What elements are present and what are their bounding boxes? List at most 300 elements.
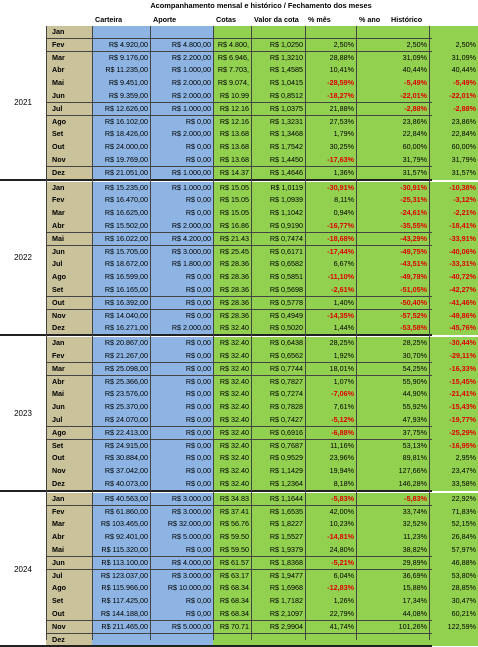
cell-valor-cota[interactable]: R$ 0,5698 (251, 284, 305, 297)
cell-aporte[interactable]: R$ 0,00 (150, 401, 213, 414)
cell-valor-cota[interactable]: R$ 1,5527 (251, 531, 305, 544)
cell-carteira[interactable]: R$ 16.625,00 (92, 207, 150, 220)
cell-cotas[interactable]: R$ 14.37 (213, 167, 251, 180)
cell-carteira[interactable]: R$ 12.626,00 (92, 103, 150, 116)
cell-carteira[interactable]: R$ 16.022,00 (92, 233, 150, 246)
cell-pct-mes[interactable]: 41,74% (305, 621, 356, 634)
cell-historico[interactable]: 2,95% (429, 452, 478, 465)
cell-month[interactable]: Jul (46, 103, 92, 116)
cell-valor-cota[interactable]: R$ 1,3231 (251, 116, 305, 129)
cell-month[interactable]: Ago (46, 427, 92, 440)
cell-month[interactable]: Fev (46, 194, 92, 207)
cell-pct-mes[interactable]: -30,91% (305, 182, 356, 195)
cell-cotas[interactable]: R$ 25.45 (213, 246, 251, 259)
cell-aporte[interactable]: R$ 0,00 (150, 427, 213, 440)
cell-carteira[interactable]: R$ 20.867,00 (92, 337, 150, 350)
cell-month[interactable]: Abr (46, 64, 92, 77)
cell-valor-cota[interactable]: R$ 0,8512 (251, 90, 305, 103)
cell-aporte[interactable]: R$ 2.200,00 (150, 52, 213, 65)
cell-pct-mes[interactable]: -6,88% (305, 427, 356, 440)
cell-pct-mes[interactable]: 11,16% (305, 440, 356, 453)
cell-pct-mes[interactable]: 24,80% (305, 544, 356, 557)
cell-valor-cota[interactable]: R$ 1,7542 (251, 141, 305, 154)
cell-valor-cota[interactable]: R$ 0,7474 (251, 233, 305, 246)
cell-carteira[interactable]: R$ 21.267,00 (92, 350, 150, 363)
cell-carteira[interactable]: R$ 21.051,00 (92, 167, 150, 180)
cell-pct-ano[interactable]: 38,82% (356, 544, 429, 557)
cell-cotas[interactable]: R$ 56.76 (213, 518, 251, 531)
cell-historico[interactable]: -33,91% (429, 233, 478, 246)
cell-historico[interactable]: -45,76% (429, 322, 478, 335)
cell-aporte[interactable]: R$ 1.800,00 (150, 258, 213, 271)
cell-historico[interactable]: 46,88% (429, 557, 478, 570)
cell-cotas[interactable]: R$ 32.40 (213, 478, 251, 491)
cell-valor-cota[interactable]: R$ 1,3468 (251, 128, 305, 141)
cell-pct-ano[interactable]: 53,13% (356, 440, 429, 453)
cell-valor-cota[interactable]: R$ 1,0119 (251, 182, 305, 195)
cell-aporte[interactable]: R$ 0,00 (150, 544, 213, 557)
cell-historico[interactable]: -16,33% (429, 363, 478, 376)
cell-pct-ano[interactable]: -57,52% (356, 310, 429, 323)
cell-pct-ano[interactable]: 60,00% (356, 141, 429, 154)
cell-aporte[interactable]: R$ 0,00 (150, 608, 213, 621)
cell-aporte[interactable]: R$ 4.200,00 (150, 233, 213, 246)
cell-pct-ano[interactable]: -49,78% (356, 271, 429, 284)
cell-aporte[interactable]: R$ 0,00 (150, 154, 213, 167)
cell-aporte[interactable]: R$ 2.000,00 (150, 90, 213, 103)
cell-pct-ano[interactable] (356, 26, 429, 39)
cell-pct-mes[interactable]: 30,25% (305, 141, 356, 154)
cell-pct-mes[interactable]: -18,27% (305, 90, 356, 103)
cell-pct-ano[interactable]: -35,55% (356, 220, 429, 233)
cell-pct-ano[interactable]: 54,25% (356, 363, 429, 376)
cell-carteira[interactable]: R$ 19.769,00 (92, 154, 150, 167)
cell-carteira[interactable]: R$ 103.465,00 (92, 518, 150, 531)
cell-cotas[interactable]: R$ 61.57 (213, 557, 251, 570)
cell-cotas[interactable]: R$ 68.34 (213, 582, 251, 595)
cell-aporte[interactable]: R$ 0,00 (150, 414, 213, 427)
cell-cotas[interactable]: R$ 32.40 (213, 427, 251, 440)
cell-valor-cota[interactable]: R$ 1,0250 (251, 39, 305, 52)
cell-aporte[interactable]: R$ 0,00 (150, 595, 213, 608)
cell-cotas[interactable]: R$ 32.40 (213, 322, 251, 335)
cell-aporte[interactable]: R$ 0,00 (150, 478, 213, 491)
cell-month[interactable]: Ago (46, 271, 92, 284)
cell-pct-ano[interactable]: -5,49% (356, 77, 429, 90)
cell-pct-mes[interactable]: 8,18% (305, 478, 356, 491)
cell-cotas[interactable]: R$ 28.36 (213, 258, 251, 271)
cell-month[interactable]: Jul (46, 570, 92, 583)
cell-historico[interactable]: 52,15% (429, 518, 478, 531)
cell-pct-ano[interactable]: 30,70% (356, 350, 429, 363)
cell-historico[interactable]: 31,79% (429, 154, 478, 167)
cell-valor-cota[interactable]: R$ 0,4949 (251, 310, 305, 323)
cell-pct-mes[interactable]: 1,36% (305, 167, 356, 180)
cell-pct-mes[interactable]: 7,61% (305, 401, 356, 414)
cell-aporte[interactable]: R$ 3.000,00 (150, 493, 213, 506)
cell-pct-ano[interactable]: -5,83% (356, 493, 429, 506)
cell-month[interactable]: Mai (46, 544, 92, 557)
cell-cotas[interactable]: R$ 12.16 (213, 116, 251, 129)
cell-pct-mes[interactable]: 10,23% (305, 518, 356, 531)
cell-pct-mes[interactable]: 6,04% (305, 570, 356, 583)
cell-month[interactable]: Ago (46, 116, 92, 129)
cell-pct-ano[interactable]: 89,81% (356, 452, 429, 465)
cell-historico[interactable]: -15,43% (429, 401, 478, 414)
cell-valor-cota[interactable]: R$ 0,9529 (251, 452, 305, 465)
cell-cotas[interactable]: R$ 32.40 (213, 376, 251, 389)
cell-valor-cota[interactable]: R$ 1,1644 (251, 493, 305, 506)
cell-pct-mes[interactable]: -16,77% (305, 220, 356, 233)
cell-pct-ano[interactable]: -49,75% (356, 246, 429, 259)
cell-cotas[interactable]: R$ 7.703, (213, 64, 251, 77)
cell-aporte[interactable]: R$ 10.000,00 (150, 582, 213, 595)
cell-aporte[interactable]: R$ 0,00 (150, 310, 213, 323)
cell-cotas[interactable]: R$ 32.40 (213, 401, 251, 414)
cell-pct-ano[interactable]: -24,61% (356, 207, 429, 220)
cell-historico[interactable]: 53,80% (429, 570, 478, 583)
cell-carteira[interactable]: R$ 4.920,00 (92, 39, 150, 52)
cell-historico[interactable]: -22,01% (429, 90, 478, 103)
cell-carteira[interactable]: R$ 16.392,00 (92, 297, 150, 310)
cell-carteira[interactable]: R$ 25.366,00 (92, 376, 150, 389)
cell-month[interactable]: Jun (46, 401, 92, 414)
cell-historico[interactable]: 26,84% (429, 531, 478, 544)
cell-aporte[interactable]: R$ 0,00 (150, 297, 213, 310)
cell-aporte[interactable]: R$ 32.000,00 (150, 518, 213, 531)
cell-aporte[interactable]: R$ 0,00 (150, 284, 213, 297)
cell-pct-ano[interactable]: 146,28% (356, 478, 429, 491)
cell-carteira[interactable]: R$ 144.188,00 (92, 608, 150, 621)
cell-pct-mes[interactable]: -5,21% (305, 557, 356, 570)
cell-carteira[interactable]: R$ 115.966,00 (92, 582, 150, 595)
cell-pct-ano[interactable]: 127,66% (356, 465, 429, 478)
cell-historico[interactable]: -30,44% (429, 337, 478, 350)
cell-cotas[interactable]: R$ 15.05 (213, 207, 251, 220)
cell-valor-cota[interactable]: R$ 0,7274 (251, 388, 305, 401)
cell-pct-ano[interactable]: -43,51% (356, 258, 429, 271)
cell-month[interactable]: Fev (46, 506, 92, 519)
cell-pct-ano[interactable]: 32,52% (356, 518, 429, 531)
cell-carteira[interactable]: R$ 92.401,00 (92, 531, 150, 544)
cell-cotas[interactable]: R$ 6.946, (213, 52, 251, 65)
cell-carteira[interactable]: R$ 15.502,00 (92, 220, 150, 233)
cell-aporte[interactable]: R$ 0,00 (150, 271, 213, 284)
cell-historico[interactable]: -2,88% (429, 103, 478, 116)
cell-pct-ano[interactable]: -51,05% (356, 284, 429, 297)
cell-valor-cota[interactable]: R$ 0,7828 (251, 401, 305, 414)
cell-valor-cota[interactable]: R$ 0,7744 (251, 363, 305, 376)
cell-historico[interactable]: -40,72% (429, 271, 478, 284)
cell-valor-cota[interactable]: R$ 0,6582 (251, 258, 305, 271)
cell-historico[interactable]: 31,09% (429, 52, 478, 65)
cell-pct-mes[interactable]: 2,50% (305, 39, 356, 52)
cell-carteira[interactable]: R$ 15.235,00 (92, 182, 150, 195)
cell-aporte[interactable]: R$ 3.000,00 (150, 506, 213, 519)
cell-pct-ano[interactable]: 22,84% (356, 128, 429, 141)
cell-carteira[interactable]: R$ 24.070,00 (92, 414, 150, 427)
cell-cotas[interactable]: R$ 28.36 (213, 297, 251, 310)
cell-cotas[interactable]: R$ 32.40 (213, 465, 251, 478)
cell-pct-ano[interactable]: 23,86% (356, 116, 429, 129)
cell-carteira[interactable]: R$ 40.073,00 (92, 478, 150, 491)
cell-pct-ano[interactable]: 28,25% (356, 337, 429, 350)
cell-valor-cota[interactable]: R$ 1,4646 (251, 167, 305, 180)
cell-aporte[interactable]: R$ 0,00 (150, 194, 213, 207)
cell-valor-cota[interactable]: R$ 1,3210 (251, 52, 305, 65)
cell-valor-cota[interactable]: R$ 0,5778 (251, 297, 305, 310)
cell-carteira[interactable]: R$ 113.100,00 (92, 557, 150, 570)
cell-month[interactable]: Out (46, 608, 92, 621)
cell-aporte[interactable]: R$ 2.000,00 (150, 128, 213, 141)
cell-cotas[interactable]: R$ 70.71 (213, 621, 251, 634)
cell-pct-mes[interactable]: 6,67% (305, 258, 356, 271)
cell-aporte[interactable]: R$ 0,00 (150, 452, 213, 465)
cell-month[interactable]: Jan (46, 26, 92, 39)
cell-month[interactable]: Jun (46, 90, 92, 103)
cell-cotas[interactable]: R$ 59.50 (213, 544, 251, 557)
cell-pct-mes[interactable]: -17,44% (305, 246, 356, 259)
cell-pct-ano[interactable]: 15,88% (356, 582, 429, 595)
cell-aporte[interactable]: R$ 4.800,00 (150, 39, 213, 52)
cell-valor-cota[interactable]: R$ 2,9904 (251, 621, 305, 634)
cell-month[interactable]: Jul (46, 258, 92, 271)
cell-aporte[interactable]: R$ 2.000,00 (150, 220, 213, 233)
cell-pct-mes[interactable]: 1,07% (305, 376, 356, 389)
cell-month[interactable]: Mar (46, 207, 92, 220)
cell-carteira[interactable]: R$ 23.576,00 (92, 388, 150, 401)
cell-month[interactable]: Jun (46, 246, 92, 259)
cell-month[interactable]: Nov (46, 154, 92, 167)
cell-month[interactable]: Out (46, 452, 92, 465)
cell-historico[interactable]: -16,95% (429, 440, 478, 453)
cell-month[interactable]: Ago (46, 582, 92, 595)
cell-aporte[interactable]: R$ 2.000,00 (150, 77, 213, 90)
cell-historico[interactable]: 60,00% (429, 141, 478, 154)
cell-carteira[interactable]: R$ 115.320,00 (92, 544, 150, 557)
cell-pct-ano[interactable]: 36,69% (356, 570, 429, 583)
cell-historico[interactable]: -41,46% (429, 297, 478, 310)
cell-pct-ano[interactable]: 47,93% (356, 414, 429, 427)
cell-carteira[interactable]: R$ 24.915,00 (92, 440, 150, 453)
cell-historico[interactable]: -2,21% (429, 207, 478, 220)
cell-pct-mes[interactable]: 22,79% (305, 608, 356, 621)
cell-month[interactable]: Mar (46, 52, 92, 65)
cell-month[interactable]: Set (46, 595, 92, 608)
cell-pct-ano[interactable]: 31,57% (356, 167, 429, 180)
cell-historico[interactable]: -21,41% (429, 388, 478, 401)
cell-carteira[interactable]: R$ 18.426,00 (92, 128, 150, 141)
cell-aporte[interactable]: R$ 2.000,00 (150, 322, 213, 335)
cell-pct-mes[interactable]: 1,26% (305, 595, 356, 608)
cell-month[interactable]: Jan (46, 493, 92, 506)
cell-aporte[interactable]: R$ 0,00 (150, 141, 213, 154)
cell-aporte[interactable]: R$ 4.000,00 (150, 557, 213, 570)
cell-cotas[interactable]: R$ 59.50 (213, 531, 251, 544)
cell-month[interactable]: Nov (46, 310, 92, 323)
cell-carteira[interactable]: R$ 40.563,00 (92, 493, 150, 506)
cell-carteira[interactable]: R$ 16.102,00 (92, 116, 150, 129)
cell-month[interactable]: Jan (46, 182, 92, 195)
cell-valor-cota[interactable]: R$ 1,1429 (251, 465, 305, 478)
cell-aporte[interactable]: R$ 0,00 (150, 207, 213, 220)
cell-historico[interactable]: -29,11% (429, 350, 478, 363)
cell-month[interactable]: Mai (46, 388, 92, 401)
cell-valor-cota[interactable]: R$ 1,2364 (251, 478, 305, 491)
cell-valor-cota[interactable]: R$ 0,5020 (251, 322, 305, 335)
cell-historico[interactable]: 40,44% (429, 64, 478, 77)
cell-valor-cota[interactable]: R$ 1,6968 (251, 582, 305, 595)
cell-pct-ano[interactable]: -30,91% (356, 182, 429, 195)
cell-carteira[interactable]: R$ 211.465,00 (92, 621, 150, 634)
cell-month[interactable]: Set (46, 440, 92, 453)
cell-valor-cota[interactable]: R$ 1,0415 (251, 77, 305, 90)
cell-cotas[interactable]: R$ 32.40 (213, 363, 251, 376)
cell-cotas[interactable]: R$ 63.17 (213, 570, 251, 583)
cell-cotas[interactable]: R$ 15.05 (213, 182, 251, 195)
cell-pct-mes[interactable]: -5,12% (305, 414, 356, 427)
cell-historico[interactable]: -25,29% (429, 427, 478, 440)
cell-pct-ano[interactable]: 37,75% (356, 427, 429, 440)
cell-cotas[interactable]: R$ 15.05 (213, 194, 251, 207)
cell-month[interactable]: Mar (46, 363, 92, 376)
cell-month[interactable]: Mar (46, 518, 92, 531)
cell-pct-ano[interactable]: 31,79% (356, 154, 429, 167)
cell-cotas[interactable]: R$ 34.83 (213, 493, 251, 506)
cell-valor-cota[interactable]: R$ 1,8227 (251, 518, 305, 531)
cell-aporte[interactable]: R$ 0,00 (150, 465, 213, 478)
cell-cotas[interactable]: R$ 13.68 (213, 154, 251, 167)
cell-pct-mes[interactable]: -2,61% (305, 284, 356, 297)
cell-month[interactable]: Out (46, 297, 92, 310)
cell-cotas[interactable]: R$ 32.40 (213, 350, 251, 363)
cell-month[interactable]: Fev (46, 39, 92, 52)
cell-cotas[interactable]: R$ 28.36 (213, 284, 251, 297)
cell-historico[interactable]: 57,97% (429, 544, 478, 557)
cell-month[interactable]: Jun (46, 557, 92, 570)
cell-pct-mes[interactable]: -5,83% (305, 493, 356, 506)
cell-historico[interactable]: -19,77% (429, 414, 478, 427)
cell-carteira[interactable]: R$ 16.599,00 (92, 271, 150, 284)
cell-cotas[interactable]: R$ 13.68 (213, 141, 251, 154)
cell-month[interactable]: Dez (46, 634, 92, 647)
cell-historico[interactable]: 71,83% (429, 506, 478, 519)
cell-carteira[interactable]: R$ 16.470,00 (92, 194, 150, 207)
cell-historico[interactable] (429, 26, 478, 39)
cell-pct-ano[interactable]: -25,31% (356, 194, 429, 207)
cell-historico[interactable]: 22,92% (429, 493, 478, 506)
cell-cotas[interactable]: R$ 68.34 (213, 608, 251, 621)
cell-pct-mes[interactable]: 27,53% (305, 116, 356, 129)
cell-aporte[interactable]: R$ 1.000,00 (150, 64, 213, 77)
cell-cotas[interactable]: R$ 9.074, (213, 77, 251, 90)
cell-historico[interactable]: 2,50% (429, 39, 478, 52)
cell-valor-cota[interactable] (251, 26, 305, 39)
cell-valor-cota[interactable]: R$ 1,0375 (251, 103, 305, 116)
cell-pct-ano[interactable]: 2,50% (356, 39, 429, 52)
cell-carteira[interactable]: R$ 37.042,00 (92, 465, 150, 478)
cell-cotas[interactable]: R$ 13.68 (213, 128, 251, 141)
cell-carteira[interactable]: R$ 16.165,00 (92, 284, 150, 297)
cell-carteira[interactable]: R$ 25.370,00 (92, 401, 150, 414)
cell-pct-ano[interactable]: 29,89% (356, 557, 429, 570)
cell-valor-cota[interactable]: R$ 0,6438 (251, 337, 305, 350)
cell-aporte[interactable]: R$ 5.000,00 (150, 621, 213, 634)
cell-pct-mes[interactable]: 0,94% (305, 207, 356, 220)
cell-historico[interactable]: 31,57% (429, 167, 478, 180)
cell-pct-mes[interactable]: 18,01% (305, 363, 356, 376)
cell-carteira[interactable]: R$ 61.860,00 (92, 506, 150, 519)
cell-valor-cota[interactable]: R$ 1,4450 (251, 154, 305, 167)
cell-valor-cota[interactable]: R$ 1,0939 (251, 194, 305, 207)
cell-carteira[interactable]: R$ 9.451,00 (92, 77, 150, 90)
cell-carteira[interactable]: R$ 24.000,00 (92, 141, 150, 154)
cell-pct-mes[interactable]: 42,00% (305, 506, 356, 519)
cell-carteira[interactable]: R$ 18.672,00 (92, 258, 150, 271)
cell-month[interactable]: Dez (46, 322, 92, 335)
cell-valor-cota[interactable]: R$ 0,6171 (251, 246, 305, 259)
cell-month[interactable]: Abr (46, 220, 92, 233)
cell-valor-cota[interactable]: R$ 1,4585 (251, 64, 305, 77)
cell-cotas[interactable]: R$ 32.40 (213, 452, 251, 465)
cell-valor-cota[interactable]: R$ 1,1042 (251, 207, 305, 220)
cell-valor-cota[interactable]: R$ 0,7827 (251, 376, 305, 389)
cell-valor-cota[interactable]: R$ 0,9190 (251, 220, 305, 233)
cell-carteira[interactable]: R$ 9.359,00 (92, 90, 150, 103)
cell-pct-mes[interactable]: 1,92% (305, 350, 356, 363)
cell-aporte[interactable]: R$ 1.000,00 (150, 103, 213, 116)
cell-valor-cota[interactable]: R$ 0,6916 (251, 427, 305, 440)
cell-historico[interactable]: 22,84% (429, 128, 478, 141)
cell-historico[interactable] (429, 634, 478, 647)
cell-pct-mes[interactable]: 19,94% (305, 465, 356, 478)
cell-month[interactable]: Mai (46, 233, 92, 246)
cell-pct-ano[interactable]: 31,09% (356, 52, 429, 65)
cell-historico[interactable]: 33,58% (429, 478, 478, 491)
cell-pct-mes[interactable]: 28,88% (305, 52, 356, 65)
cell-month[interactable]: Fev (46, 350, 92, 363)
cell-pct-ano[interactable]: -53,58% (356, 322, 429, 335)
cell-cotas[interactable]: R$ 21.43 (213, 233, 251, 246)
cell-pct-ano[interactable]: 11,23% (356, 531, 429, 544)
cell-cotas[interactable]: R$ 32.40 (213, 388, 251, 401)
cell-cotas[interactable] (213, 26, 251, 39)
cell-historico[interactable]: -15,45% (429, 376, 478, 389)
cell-pct-ano[interactable]: 55,92% (356, 401, 429, 414)
cell-month[interactable]: Out (46, 141, 92, 154)
cell-pct-ano[interactable]: 55,90% (356, 376, 429, 389)
cell-pct-mes[interactable]: -28,59% (305, 77, 356, 90)
cell-cotas[interactable]: R$ 28.36 (213, 310, 251, 323)
cell-carteira[interactable]: R$ 22.413,00 (92, 427, 150, 440)
cell-valor-cota[interactable]: R$ 1,8368 (251, 557, 305, 570)
cell-pct-ano[interactable]: 17,34% (356, 595, 429, 608)
cell-month[interactable]: Nov (46, 621, 92, 634)
cell-historico[interactable]: 23,47% (429, 465, 478, 478)
cell-historico[interactable]: -49,86% (429, 310, 478, 323)
cell-month[interactable]: Nov (46, 465, 92, 478)
cell-aporte[interactable]: R$ 0,00 (150, 363, 213, 376)
cell-aporte[interactable]: R$ 1.000,00 (150, 182, 213, 195)
cell-cotas[interactable]: R$ 32.40 (213, 440, 251, 453)
cell-pct-mes[interactable]: -18,68% (305, 233, 356, 246)
cell-month[interactable]: Dez (46, 167, 92, 180)
cell-aporte[interactable]: R$ 3.000,00 (150, 570, 213, 583)
cell-valor-cota[interactable]: R$ 1,9477 (251, 570, 305, 583)
cell-historico[interactable]: -40,06% (429, 246, 478, 259)
cell-pct-mes[interactable]: 1,40% (305, 297, 356, 310)
cell-aporte[interactable]: R$ 0,00 (150, 350, 213, 363)
